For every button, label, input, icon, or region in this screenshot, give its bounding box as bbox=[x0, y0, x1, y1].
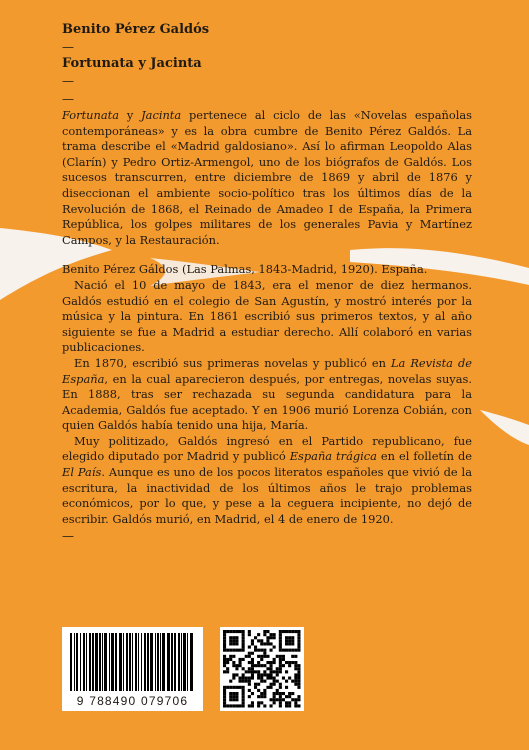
title-italic: Jacinta bbox=[141, 108, 182, 122]
synopsis-paragraph: Fortunata y Jacinta pertenece al ciclo de las «Novelas españolas contemporáneas» y es la obra cumbre de Benito Pérez Galdós. La trama describe el «Madrid galdosiano». Así lo afirman Leopoldo Alas (Clarín) y Pedro Ortiz-Armengol, uno de los biógrafos de Galdós. Los sucesos transcurren, entre diciembre de 1869 y abril de 1876 y diseccionan el ambiente socio-político tras los últimos días de la Revolución de 1868, el Reinado de Amadeo I de España, la Primera República, los golpes militares de los generales Pavia y Martínez Campos, y la Restauración. bbox=[62, 108, 472, 247]
isbn-number: 9 788490 079706 bbox=[76, 694, 189, 708]
separator-dash: — bbox=[62, 74, 74, 88]
barcode-icon bbox=[62, 627, 203, 711]
bio-paragraph-3: Muy politizado, Galdós ingresó en el Partido republicano, fue elegido diputado por Madrid y publicó España trágica en el folletín de El País. Aunque es uno de los pocos literatos españoles que vivió de la escritura, la inactividad de los últimos años le trajo problemas económicos, por lo que, y pese a la ceguera incipiente, no dejó de escribir. Galdós murió, en Madrid, el 4 de enero de 1920. bbox=[62, 433, 472, 526]
end-dash: — bbox=[62, 529, 74, 544]
author-name: Benito Pérez Galdós bbox=[62, 22, 210, 37]
title-italic: Fortunata bbox=[62, 108, 119, 122]
book-title: Fortunata y Jacinta bbox=[62, 56, 202, 71]
bio-paragraph-1: Nació el 10 de mayo de 1843, era el menor de diez hermanos. Galdós estudió en el colegio de San Agustín, y mostró interés por la música y la pintura. En 1861 escribió sus primeros textos, y al año siguiente se fue a Madrid a estudiar derecho. Allí colaboró en varias publicaciones. bbox=[62, 277, 472, 355]
separator-dash: — bbox=[62, 92, 74, 106]
bio-paragraph-2: En 1870, escribió sus primeras novelas y publicó en La Revista de España, en la cual aparecieron después, por entregas, novelas suyas. En 1888, tras ser rechazada su segunda candidatura para la Academia, Galdós fue aceptado. Y en 1906 murió Lorenza Cobián, con quien Galdós había tenido una hija, María. bbox=[62, 355, 472, 433]
bio-heading: Benito Pérez Gáldos (Las Palmas, 1843-Madrid, 1920). España. bbox=[62, 262, 428, 277]
separator-dash: — bbox=[62, 40, 74, 54]
qr-code-icon bbox=[220, 627, 304, 711]
back-cover-text bbox=[62, 20, 472, 543]
